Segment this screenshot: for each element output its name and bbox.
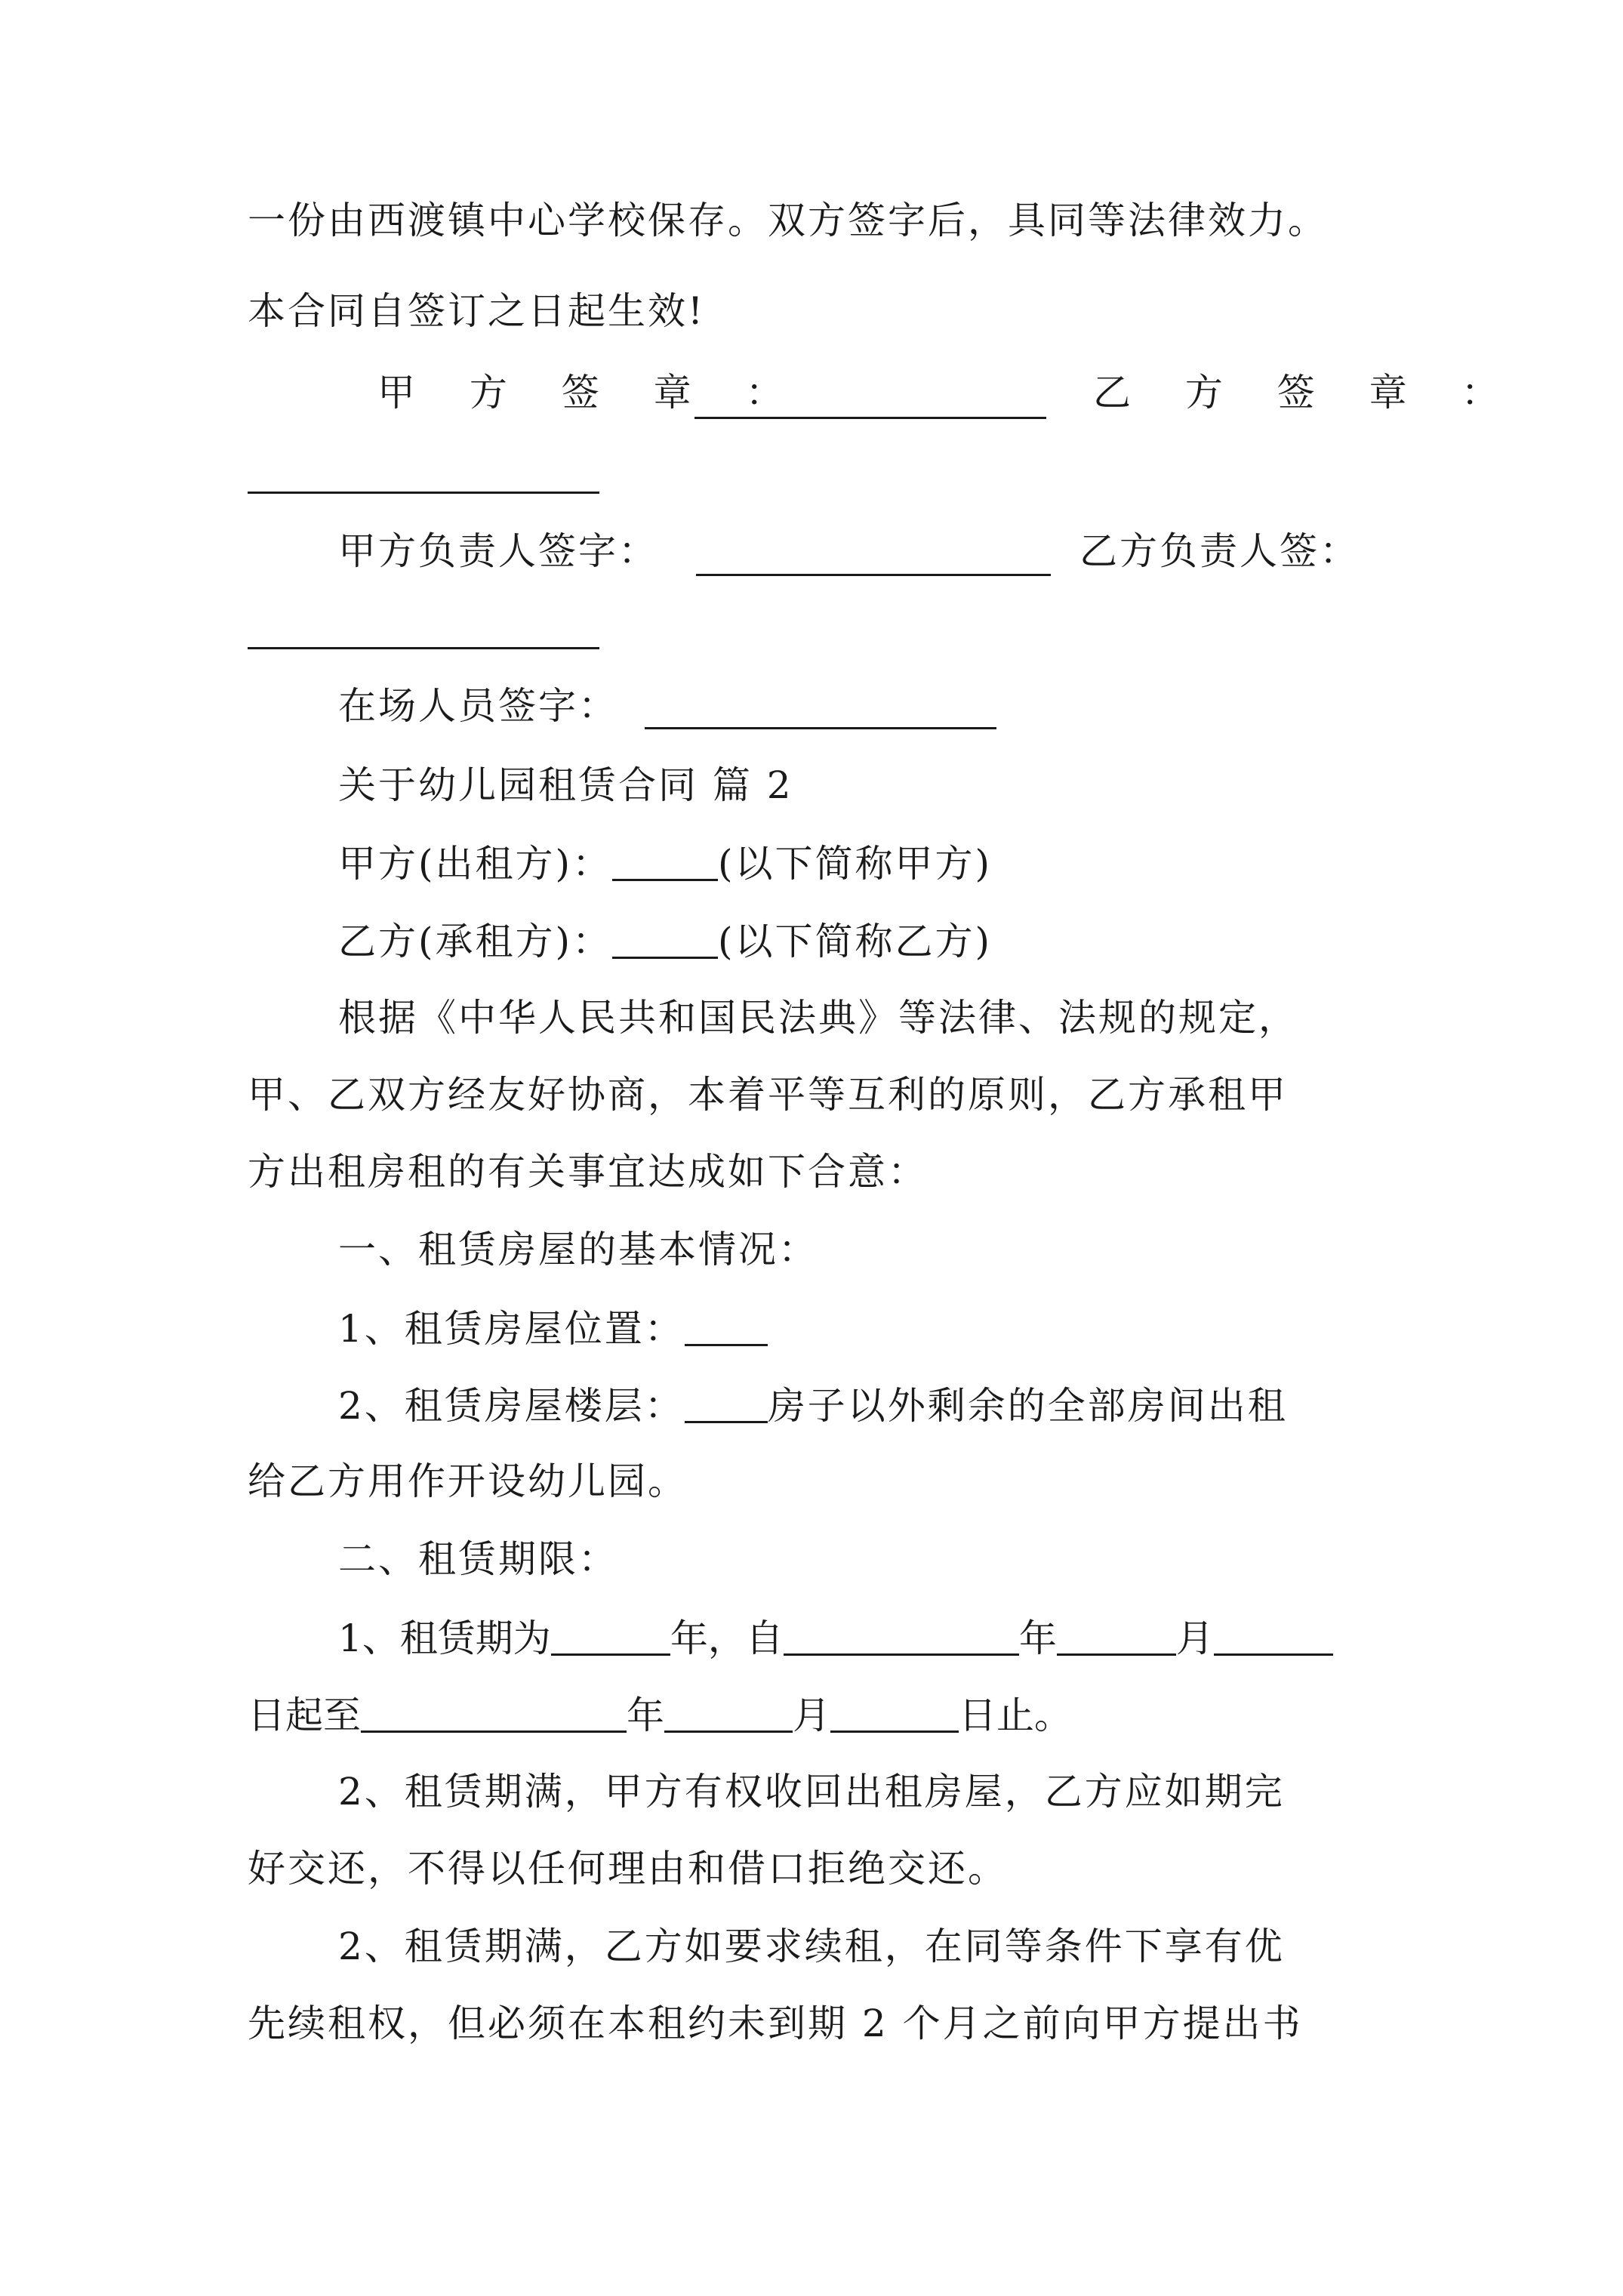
paragraph-line: 先续租权，但必须在本租约未到期 2 个月之前向甲方提出书 xyxy=(248,2002,1303,2045)
party-a-rep-label: 甲方负责人签字： xyxy=(338,529,658,573)
witness-label: 在场人员签字： xyxy=(338,684,618,728)
paragraph-line xyxy=(248,288,705,334)
start-year-blank xyxy=(784,1614,1019,1656)
lessee-blank xyxy=(612,917,718,959)
section-heading: 一、租赁房屋的基本情况： xyxy=(338,1228,818,1271)
paragraph-line: 甲、乙双方经友好协商，本着平等互利的原则，乙方承租甲 xyxy=(248,1073,1288,1117)
clause-line: 2、租赁房屋楼层： 房子以外剩余的全部房间出租 xyxy=(338,1382,1288,1428)
lessee-line: 乙方(承租方)： (以下简称乙方) xyxy=(338,917,992,964)
party-a-rep-blank xyxy=(696,574,1051,576)
paragraph-line xyxy=(248,198,1328,243)
section-heading: 二、租赁期限： xyxy=(338,1537,618,1581)
party-b-seal-blank xyxy=(248,492,599,494)
paragraph-line: 2、租赁期满，甲方有权收回出租房屋，乙方应如期完 xyxy=(338,1770,1285,1814)
floor-blank xyxy=(685,1382,768,1423)
end-year-blank xyxy=(361,1691,627,1733)
start-month-blank xyxy=(1057,1614,1176,1656)
end-month-blank xyxy=(664,1691,793,1733)
party-a-seal-blank xyxy=(694,417,1046,419)
paragraph-line: 给乙方用作开设幼儿园。 xyxy=(248,1459,688,1503)
end-day-blank xyxy=(830,1691,959,1733)
paragraph-line: 好交还，不得以任何理由和借口拒绝交还。 xyxy=(248,1847,1008,1891)
paragraph-line: 方出租房租的有关事宜达成如下合意： xyxy=(248,1150,928,1194)
paragraph-line: 2、租赁期满，乙方如要求续租，在同等条件下享有优 xyxy=(338,1925,1285,1968)
term-line: 1、租赁期为 年，自 年 月 xyxy=(338,1614,1333,1661)
clause-line: 1、租赁房屋位置： xyxy=(338,1305,768,1351)
text: 本合同自签订之日起生效! xyxy=(248,289,706,333)
paragraph-line: 根据《中华人民共和国民法典》等法律、法规的规定， xyxy=(338,996,1298,1040)
term-line: 日起至 年 月 日止。 xyxy=(248,1691,1072,1738)
witness-blank xyxy=(645,727,996,729)
section-title: 关于幼儿园租赁合同 篇 2 xyxy=(338,763,793,807)
lessor-blank xyxy=(612,840,718,881)
party-a-seal-label: 甲 方 签 章 ： xyxy=(377,371,805,415)
text: 一份由西渡镇中心学校保存。双方签字后，具同等法律效力。 xyxy=(248,199,1328,242)
location-blank xyxy=(685,1305,768,1346)
term-years-blank xyxy=(551,1614,670,1656)
lessor-line: 甲方(出租方)： (以下简称甲方) xyxy=(338,840,992,886)
start-day-blank xyxy=(1214,1614,1333,1656)
party-b-rep-blank xyxy=(248,647,599,649)
party-b-seal-label: 乙 方 签 章 ： xyxy=(1093,371,1520,415)
party-b-rep-label: 乙方负责人签： xyxy=(1079,529,1360,573)
